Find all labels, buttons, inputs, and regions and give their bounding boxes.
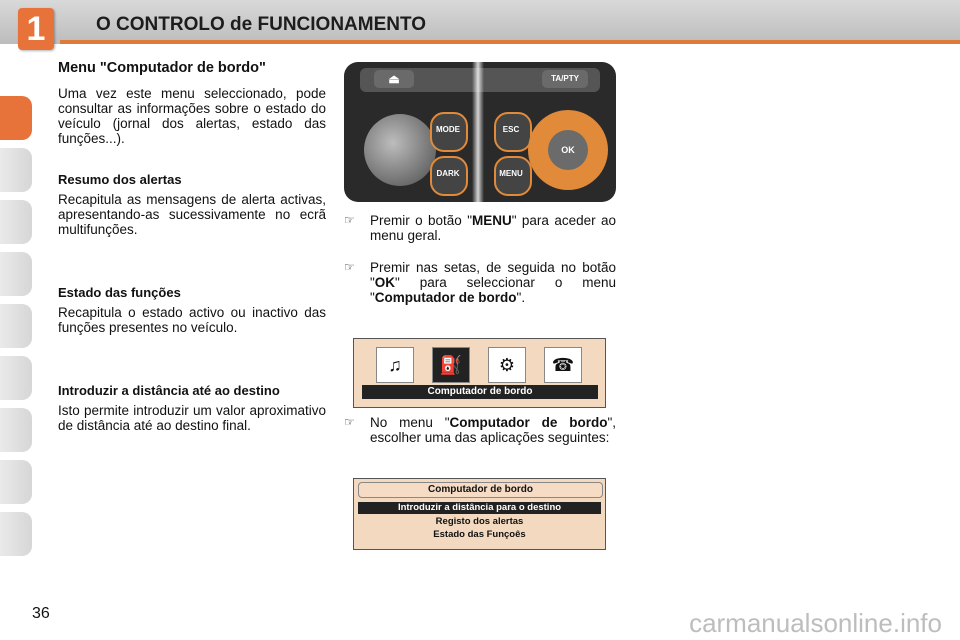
- menu-item-functions: Estado das Funçoês: [433, 529, 526, 540]
- esc-button: ESC: [502, 125, 520, 134]
- ta-button: TA/PTY: [542, 70, 588, 88]
- heading-distance: Introduzir a distância até ao destino: [58, 383, 280, 398]
- step-2-mid: " para seleccionar o menu ": [370, 275, 616, 305]
- chapter-badge: 1: [18, 8, 54, 50]
- side-tab[interactable]: [0, 200, 32, 244]
- step-2-pre: Premir nas setas, de seguida no botão ": [370, 260, 616, 290]
- heading-functions: Estado das funções: [58, 285, 181, 300]
- header-accent-strip: [60, 40, 960, 44]
- watermark: carmanualsonline.info: [689, 608, 942, 638]
- section-title: Menu "Computador de bordo": [58, 60, 266, 76]
- step-1-pre: Premir o botão ": [370, 213, 472, 228]
- text-alerts: Recapitula as mensagens de alerta activas, apresentando-as sucessivamente no ecrã multifunções.: [58, 192, 326, 237]
- text-functions: Recapitula o estado activo ou inactivo das funções presentes no veículo.: [58, 305, 326, 335]
- intro-text: Uma vez este menu seleccionado, pode consultar as informações sobre o estado do veículo (jornal dos alertas, estado das funções...).: [58, 86, 326, 146]
- audio-icon: ♫: [376, 347, 414, 383]
- step-3-post: ", escolher uma das aplicações seguintes:: [370, 415, 616, 445]
- pointing-hand-icon: ☞: [344, 415, 355, 429]
- selected-menu-label: Computador de bordo: [362, 385, 598, 399]
- step-2: [344, 260, 616, 305]
- side-tab-active[interactable]: [0, 96, 32, 140]
- ok-button: OK: [548, 130, 588, 170]
- side-tab[interactable]: [0, 460, 32, 504]
- trip-computer-icon: ⛽: [432, 347, 470, 383]
- step-1-post: " para aceder ao menu geral.: [370, 213, 616, 243]
- step-1: [344, 213, 616, 243]
- step-1-bold: MENU: [471, 213, 512, 228]
- side-tabs: [0, 70, 32, 580]
- mode-button: MODE: [436, 125, 460, 134]
- side-tab[interactable]: [0, 148, 32, 192]
- step-2-bold: OK: [374, 275, 396, 290]
- side-tab[interactable]: [0, 408, 32, 452]
- step-3-pre: No menu ": [370, 415, 450, 430]
- page-title: O CONTROLO de FUNCIONAMENTO: [96, 14, 427, 35]
- step-2-post: ".: [516, 290, 526, 305]
- side-tab[interactable]: [0, 356, 32, 400]
- screen-title: Computador de bordo: [358, 482, 603, 498]
- side-tab[interactable]: [0, 304, 32, 348]
- menu-button: MENU: [499, 169, 523, 178]
- step-3: [344, 415, 616, 445]
- pointing-hand-icon: ☞: [344, 260, 355, 274]
- page-number: 36: [32, 605, 50, 622]
- step-2-bold2: Computador de bordo: [374, 290, 517, 305]
- pointing-hand-icon: ☞: [344, 213, 355, 227]
- text-distance: Isto permite introduzir um valor aproximativo de distância até ao destino final.: [58, 403, 326, 433]
- control-panel-photo: [344, 62, 616, 202]
- light-reflection: [472, 62, 484, 202]
- trip-computer-screen: [353, 478, 606, 550]
- menu-screen-icons: [353, 338, 606, 408]
- left-column: [58, 60, 326, 433]
- settings-icon: ⚙: [488, 347, 526, 383]
- side-tab[interactable]: [0, 252, 32, 296]
- step-3-bold: Computador de bordo: [449, 415, 608, 430]
- dark-button: DARK: [436, 169, 460, 178]
- eject-icon: ⏏: [374, 70, 414, 88]
- menu-item-distance: Introduzir a distância para o destino: [358, 502, 601, 514]
- heading-alerts: Resumo dos alertas: [58, 172, 182, 187]
- phone-icon: ☎: [544, 347, 582, 383]
- volume-knob: [364, 114, 436, 186]
- menu-item-alerts: Registo dos alertas: [435, 516, 524, 527]
- side-tab[interactable]: [0, 512, 32, 556]
